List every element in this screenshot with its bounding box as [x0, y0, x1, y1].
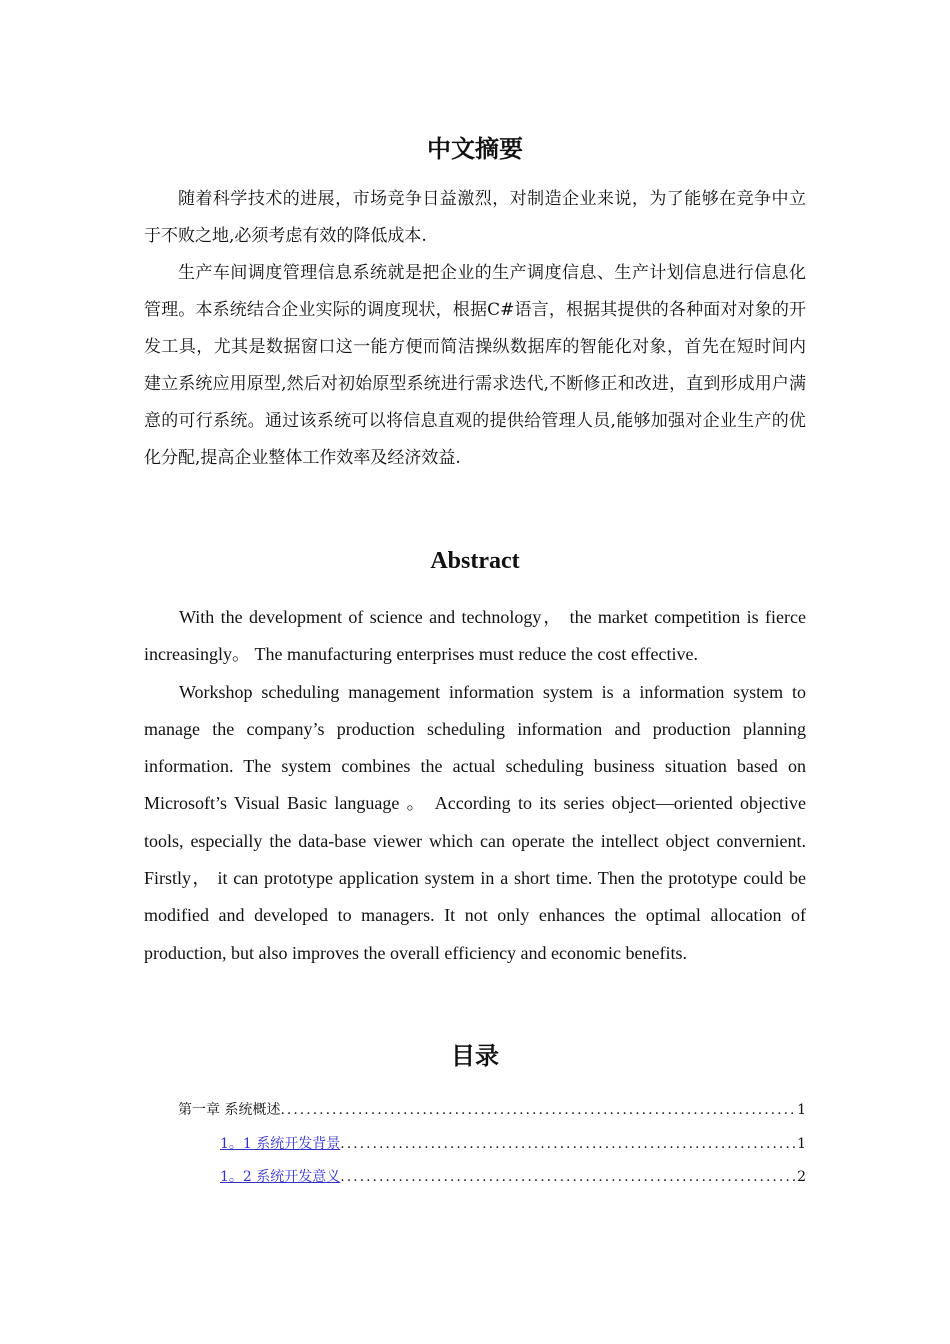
toc-entry-link[interactable]: 1。1 系统开发背景 [220, 1136, 341, 1152]
chinese-abstract-paragraph-2: 生产车间调度管理信息系统就是把企业的生产调度信息、生产计划信息进行信息化管理。本系统结合企业实际的调度现状，根据C#语言，根据其提供的各种面对对象的开发工具，尤其是数据窗口这一能方便而简洁操纵数据库的智能化对象，首先在短时间内建立系统应用原型,然后对初始原型系统进行需求迭代,不断修正和改进，直到形成用户满意的可行系统。通过该系统可以将信息直观的提供给管理人员,能够加强对企业生产的优化分配,提高企业整体工作效率及经济效益. [144, 263, 806, 468]
document-page [144, 0, 806, 1344]
toc-entry-chapter-1[interactable] [178, 1100, 806, 1120]
toc-heading: 目录 [451, 1042, 499, 1070]
toc-leader-dots [340, 1134, 797, 1154]
chinese-abstract-paragraph-1: 随着科学技术的进展，市场竞争日益激烈，对制造企业来说，为了能够在竞争中立于不败之地,必须考虑有效的降低成本. [144, 189, 806, 246]
toc-entry-page: 2 [797, 1169, 806, 1185]
toc-entry-page: 1 [797, 1102, 806, 1118]
english-abstract-body [144, 599, 806, 972]
toc-entry-page: 1 [797, 1136, 806, 1152]
toc-leader-dots [340, 1167, 797, 1187]
toc-entry-text: 第一章 系统概述 [178, 1102, 281, 1118]
toc-entry-section-1-1[interactable] [220, 1134, 806, 1154]
english-abstract-paragraph-1: With the development of science and technology， the market competition is fierce increasingly。 The manufacturing enterprises must reduce the cost effective. [144, 607, 806, 665]
toc-entry-section-1-2[interactable] [220, 1167, 806, 1187]
chinese-abstract-heading: 中文摘要 [427, 135, 523, 163]
english-abstract-heading: Abstract [430, 548, 520, 574]
english-abstract-paragraph-2: Workshop scheduling management information system is a information system to manage the company’s production scheduling information and production planning information. The system combines the actual scheduling business situation based on Microsoft’s Visual Basic language 。 According to its series object—oriented objective tools, especially the data-base viewer which can operate the intellect object convernient. Firstly， it can prototype application system in a short time. Then the prototype could be modified and developed to managers. It not only enhances the optimal allocation of production, but also improves the overall efficiency and economic benefits. [144, 681, 806, 963]
toc-leader-dots [280, 1100, 797, 1120]
toc-entry-link[interactable]: 1。2 系统开发意义 [220, 1169, 341, 1185]
chinese-abstract-body [144, 181, 806, 477]
